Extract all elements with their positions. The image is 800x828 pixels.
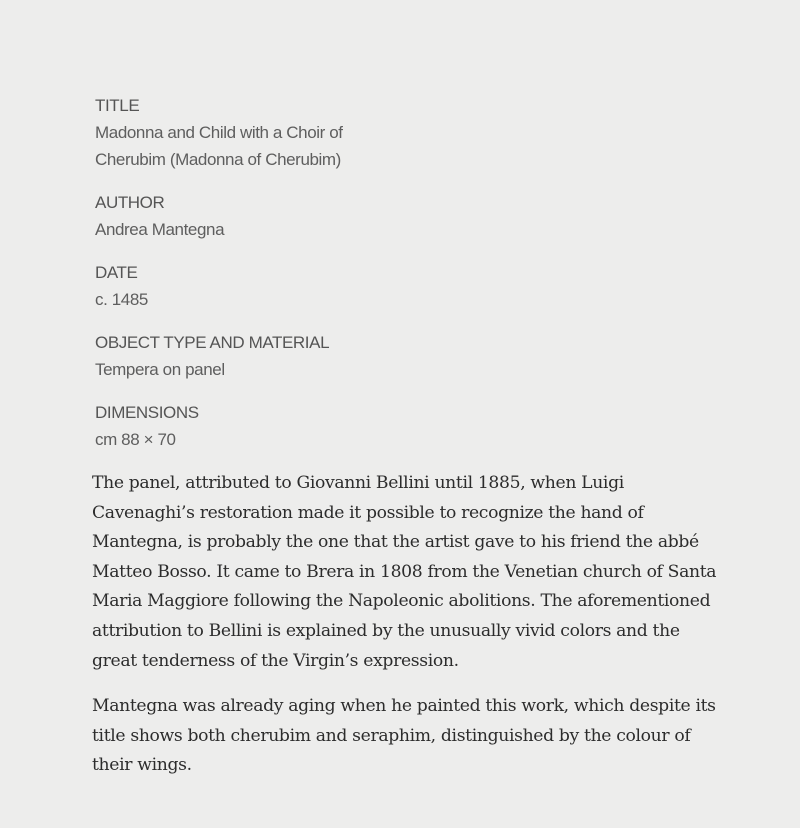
description-paragraph-1: The panel, attributed to Giovanni Bellini until 1885, when Luigi Cavenaghi’s restoration made it possible to recognize the hand of Mantegna, is probably the one that the artist gave to his friend the abbé Matteo Bosso. It came to Brera in 1808 from the Venetian church of Santa Maria Maggiore following the Napoleonic abolitions. The aforementioned attribution to Bellini is explained by the unusually vivid colors and the great tenderness of the Virgin’s expression. xyxy=(92,473,717,671)
description-paragraph-2: Mantegna was already aging when he painted this work, which despite its title shows both cherubim and seraphim, distinguished by the colour of their wings. xyxy=(92,696,716,776)
dimensions-value: cm 88 × 70 xyxy=(95,430,176,449)
author-label: AUTHOR xyxy=(95,193,165,212)
title-label: TITLE xyxy=(95,96,140,115)
object-type-value: Tempera on panel xyxy=(95,360,225,379)
artwork-metadata xyxy=(95,92,720,453)
title-value: Madonna and Child with a Choir of Cherubim (Madonna of Cherubim) xyxy=(95,123,343,169)
object-type-label: OBJECT TYPE AND MATERIAL xyxy=(95,333,330,352)
dimensions-label: DIMENSIONS xyxy=(95,403,199,422)
date-label: DATE xyxy=(95,263,138,282)
author-value: Andrea Mantegna xyxy=(95,220,225,239)
object-type-field xyxy=(95,329,720,383)
date-field xyxy=(95,259,720,313)
title-field xyxy=(95,92,720,173)
date-value: c. 1485 xyxy=(95,290,148,309)
artwork-description xyxy=(92,469,722,781)
author-field xyxy=(95,189,720,243)
dimensions-field xyxy=(95,399,720,453)
